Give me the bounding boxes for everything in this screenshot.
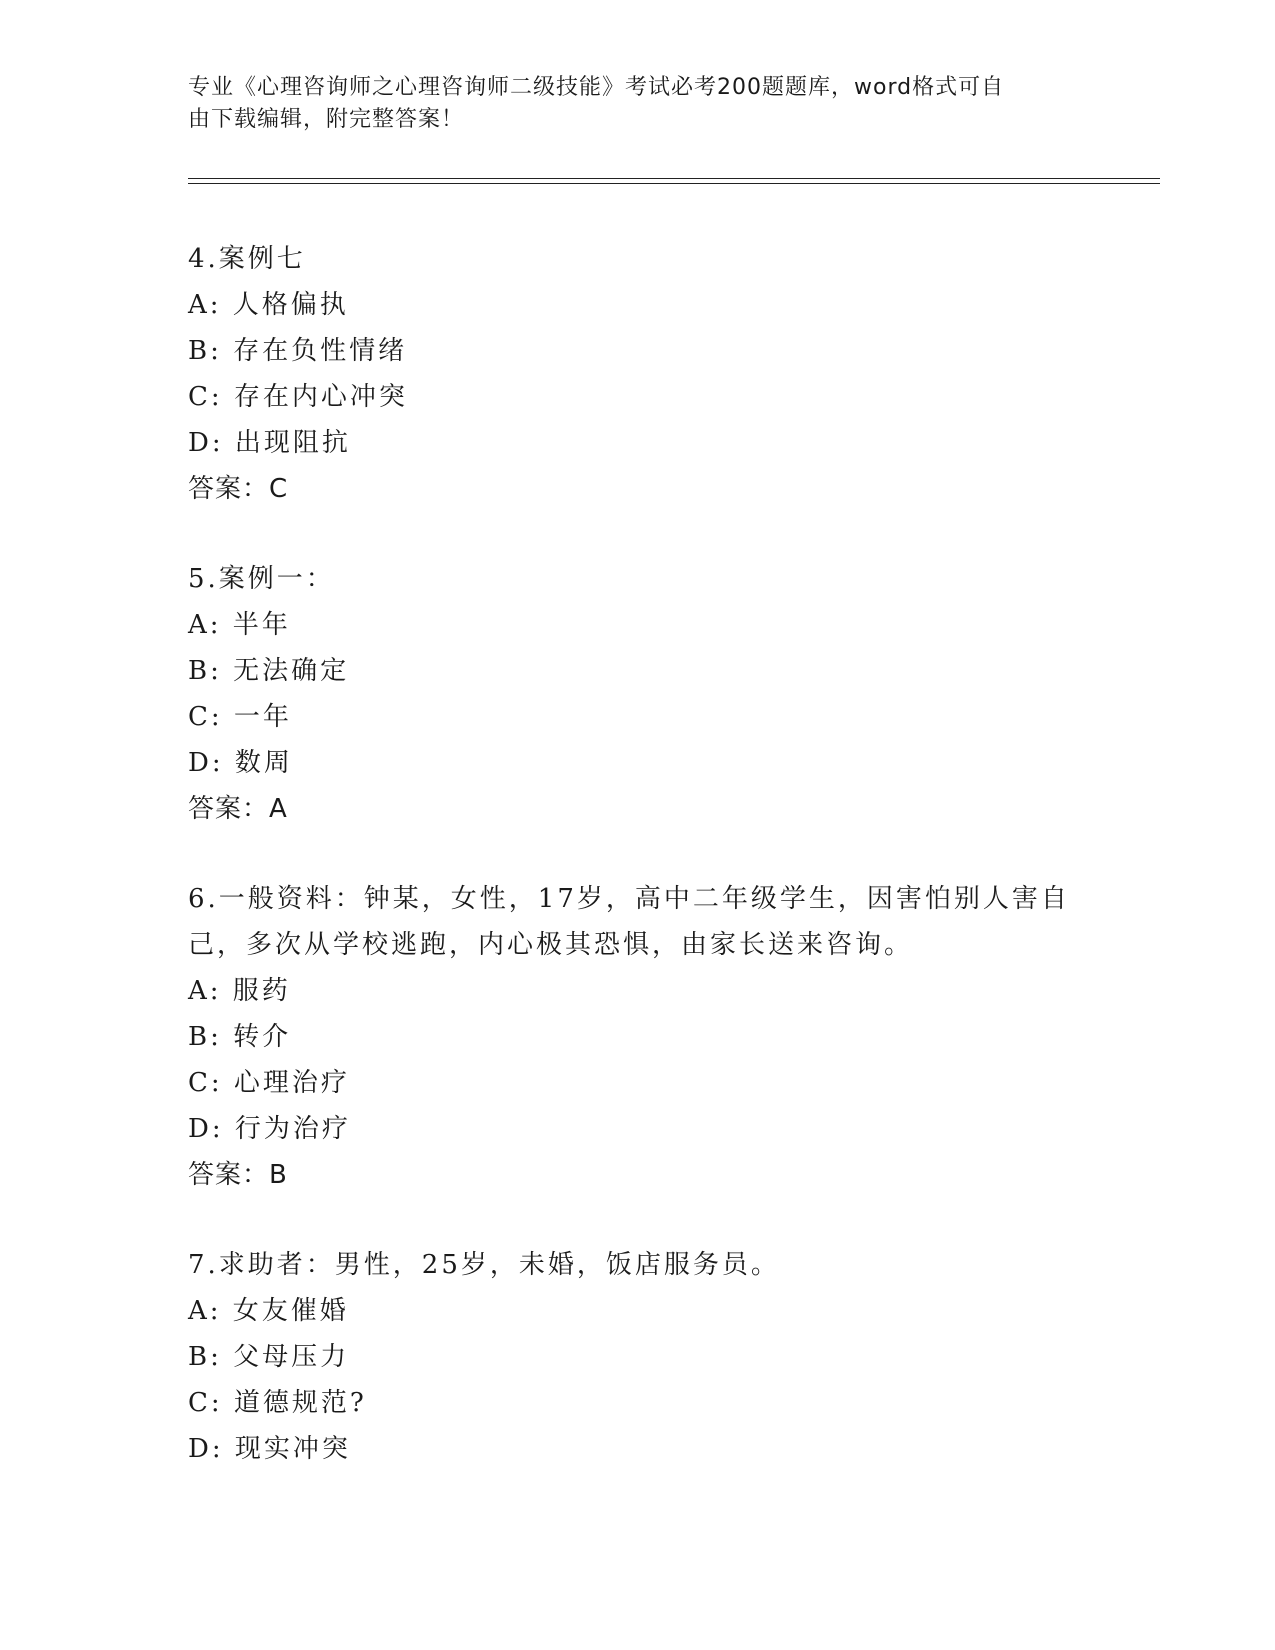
option-c: C: 存在内心冲突 xyxy=(188,382,408,412)
option-d: D: 行为治疗 xyxy=(188,1114,351,1144)
option-d: D: 现实冲突 xyxy=(188,1434,351,1464)
option-c: C: 一年 xyxy=(188,702,292,732)
document-header xyxy=(188,72,1068,136)
question-list xyxy=(188,236,1088,1516)
option-d: D: 出现阻抗 xyxy=(188,428,351,458)
option-a: A: 女友催婚 xyxy=(188,1296,349,1326)
option-d: D: 数周 xyxy=(188,748,293,778)
answer-line: 答案：B xyxy=(188,1160,288,1190)
option-c: C: 道德规范? xyxy=(188,1388,367,1418)
question-7 xyxy=(188,1242,1088,1472)
option-b: B: 转介 xyxy=(188,1022,292,1052)
header-line-2: 由下载编辑，附完整答案！ xyxy=(188,107,465,132)
option-b: B: 无法确定 xyxy=(188,656,350,686)
option-a: A: 半年 xyxy=(188,610,291,640)
question-stem: 4.案例七 xyxy=(188,244,306,274)
question-5 xyxy=(188,556,1088,832)
header-line-1: 专业《心理咨询师之心理咨询师二级技能》考试必考200题题库，word格式可自 xyxy=(188,75,1005,100)
answer-line: 答案：C xyxy=(188,474,289,504)
question-stem-line-1: 6.一般资料：钟某，女性，17岁，高中二年级学生，因害怕别人害自 xyxy=(188,884,1070,914)
question-stem: 5.案例一： xyxy=(188,564,335,594)
question-stem: 7.求助者：男性，25岁，未婚，饭店服务员。 xyxy=(188,1250,780,1280)
option-b: B: 父母压力 xyxy=(188,1342,350,1372)
question-6 xyxy=(188,876,1088,1198)
answer-line: 答案：A xyxy=(188,794,288,824)
option-c: C: 心理治疗 xyxy=(188,1068,350,1098)
question-stem-line-2: 己，多次从学校逃跑，内心极其恐惧，由家长送来咨询。 xyxy=(188,930,914,960)
header-divider-bottom xyxy=(188,183,1160,184)
option-a: A: 服药 xyxy=(188,976,291,1006)
option-b: B: 存在负性情绪 xyxy=(188,336,408,366)
question-4 xyxy=(188,236,1088,512)
header-divider-top xyxy=(188,178,1160,179)
option-a: A: 人格偏执 xyxy=(188,290,349,320)
